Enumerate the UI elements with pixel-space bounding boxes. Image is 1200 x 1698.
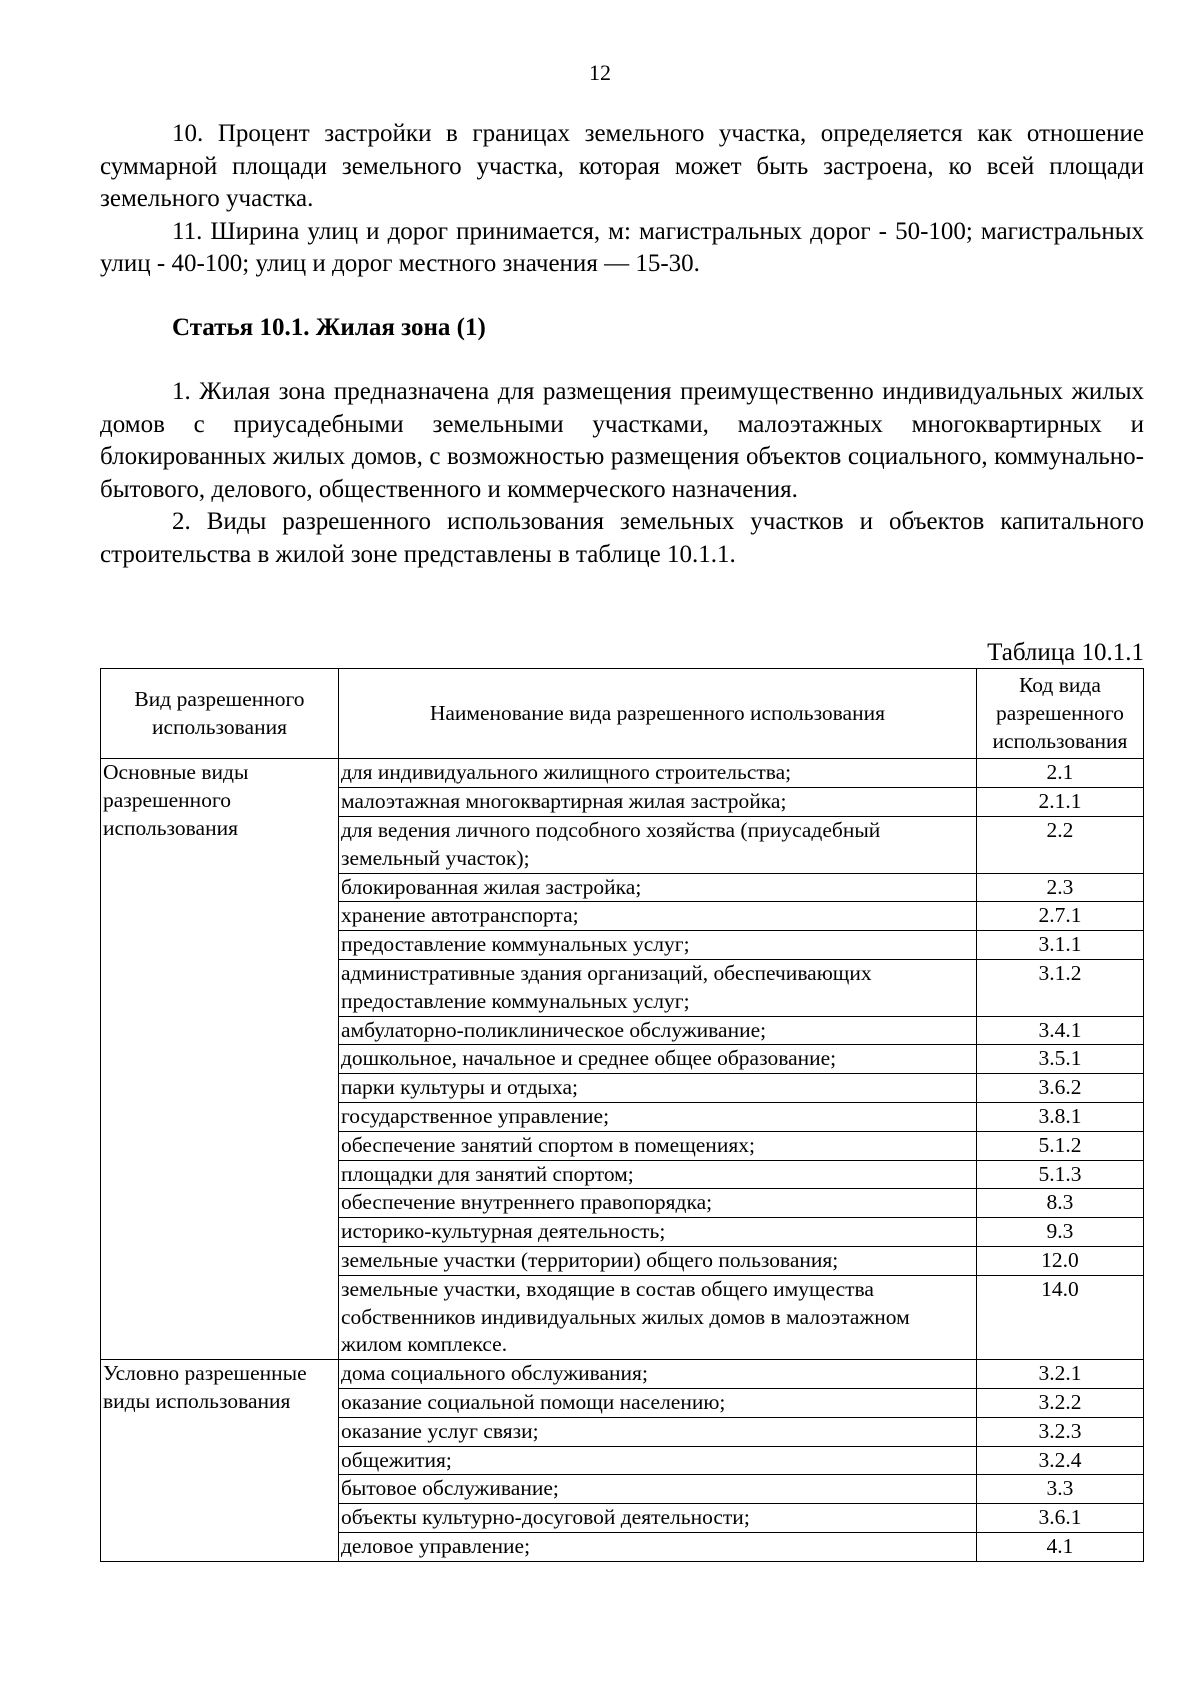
table-row [101, 759, 1144, 788]
use-code-cell: 2.2 [976, 816, 1143, 873]
use-name-cell: предоставление коммунальных услуг; [338, 931, 976, 960]
use-name-cell: деловое управление; [338, 1532, 976, 1561]
use-code-cell: 2.1 [976, 759, 1143, 788]
use-code-cell: 3.8.1 [976, 1102, 1143, 1131]
article-paragraph-2: 2. Виды разрешенного использования земельных участков и объектов капитального строительства в жилой зоне представлены в таблице 10.1.1. [100, 508, 1144, 568]
use-name-cell: земельные участки (территории) общего пользования; [338, 1246, 976, 1275]
use-code-cell: 2.1.1 [976, 788, 1143, 817]
use-code-cell: 3.3 [976, 1475, 1143, 1504]
use-code-cell: 5.1.2 [976, 1131, 1143, 1160]
use-code-cell: 3.6.1 [976, 1504, 1143, 1533]
use-name-cell: амбулаторно-поликлиническое обслуживание; [338, 1016, 976, 1045]
use-code-cell: 4.1 [976, 1532, 1143, 1561]
header-kind: Вид разрешенного использования [101, 669, 339, 759]
use-name-cell: блокированная жилая застройка; [338, 873, 976, 902]
use-name-cell: хранение автотранспорта; [338, 902, 976, 931]
table-caption: Таблица 10.1.1 [987, 639, 1144, 666]
table-header-row [101, 669, 1144, 759]
use-code-cell: 3.2.2 [976, 1388, 1143, 1417]
page-number: 12 [589, 60, 611, 85]
use-code-cell: 12.0 [976, 1246, 1143, 1275]
use-name-cell: парки культуры и отдыха; [338, 1074, 976, 1103]
header-code: Код вида разрешенного использования [976, 669, 1143, 759]
article-heading: Статья 10.1. Жилая зона (1) [172, 314, 486, 341]
use-kind-cell: Условно разрешенные виды использования [101, 1360, 339, 1562]
use-name-cell: обеспечение занятий спортом в помещениях; [338, 1131, 976, 1160]
use-name-cell: площадки для занятий спортом; [338, 1160, 976, 1189]
use-name-cell: административные здания организаций, обеспечивающих предоставление коммунальных услуг; [338, 959, 976, 1016]
permitted-use-table [100, 668, 1144, 1562]
use-code-cell: 14.0 [976, 1275, 1143, 1359]
use-code-cell: 2.3 [976, 873, 1143, 902]
use-name-cell: историко-культурная деятельность; [338, 1218, 976, 1247]
use-code-cell: 3.2.3 [976, 1417, 1143, 1446]
use-name-cell: дома социального обслуживания; [338, 1360, 976, 1389]
intro-paragraphs [100, 118, 1144, 281]
use-kind-cell: Основные виды разрешенного использования [101, 759, 339, 1360]
use-code-cell: 3.2.4 [976, 1446, 1143, 1475]
paragraph-11: 11. Ширина улиц и дорог принимается, м: магистральных дорог - 50-100; магистральных улиц - 40-100; улиц и дорог местного значения — 15-30. [100, 217, 1144, 277]
use-name-cell: обеспечение внутреннего правопорядка; [338, 1189, 976, 1218]
use-code-cell: 3.1.1 [976, 931, 1143, 960]
table-row [101, 1360, 1144, 1389]
use-name-cell: земельные участки, входящие в состав общего имущества собственников индивидуальных жилых домов в малоэтажном жилом комплексе. [338, 1275, 976, 1359]
use-code-cell: 2.7.1 [976, 902, 1143, 931]
use-code-cell: 3.4.1 [976, 1016, 1143, 1045]
use-code-cell: 9.3 [976, 1218, 1143, 1247]
use-name-cell: бытовое обслуживание; [338, 1475, 976, 1504]
header-name: Наименование вида разрешенного использования [338, 669, 976, 759]
paragraph-10: 10. Процент застройки в границах земельного участка, определяется как отношение суммарной площади земельного участка, которая может быть застроена, ко всей площади земельного участка. [100, 120, 1144, 212]
use-code-cell: 3.1.2 [976, 959, 1143, 1016]
table-body [101, 759, 1144, 1561]
use-name-cell: малоэтажная многоквартирная жилая застройка; [338, 788, 976, 817]
use-code-cell: 5.1.3 [976, 1160, 1143, 1189]
use-name-cell: общежития; [338, 1446, 976, 1475]
use-code-cell: 3.5.1 [976, 1045, 1143, 1074]
use-code-cell: 3.6.2 [976, 1074, 1143, 1103]
use-name-cell: государственное управление; [338, 1102, 976, 1131]
article-paragraphs [100, 376, 1144, 571]
use-name-cell: дошкольное, начальное и среднее общее образование; [338, 1045, 976, 1074]
article-paragraph-1: 1. Жилая зона предназначена для размещения преимущественно индивидуальных жилых домов с приусадебными земельными участками, малоэтажных многоквартирных и блокированных жилых домов, с возможностью размещения объектов социального, коммунально-бытового, делового, общественного и коммерческого назначения. [100, 378, 1144, 503]
use-name-cell: оказание услуг связи; [338, 1417, 976, 1446]
use-code-cell: 8.3 [976, 1189, 1143, 1218]
use-code-cell: 3.2.1 [976, 1360, 1143, 1389]
use-name-cell: для индивидуального жилищного строительства; [338, 759, 976, 788]
use-name-cell: для ведения личного подсобного хозяйства (приусадебный земельный участок); [338, 816, 976, 873]
use-name-cell: объекты культурно-досуговой деятельности; [338, 1504, 976, 1533]
use-name-cell: оказание социальной помощи населению; [338, 1388, 976, 1417]
